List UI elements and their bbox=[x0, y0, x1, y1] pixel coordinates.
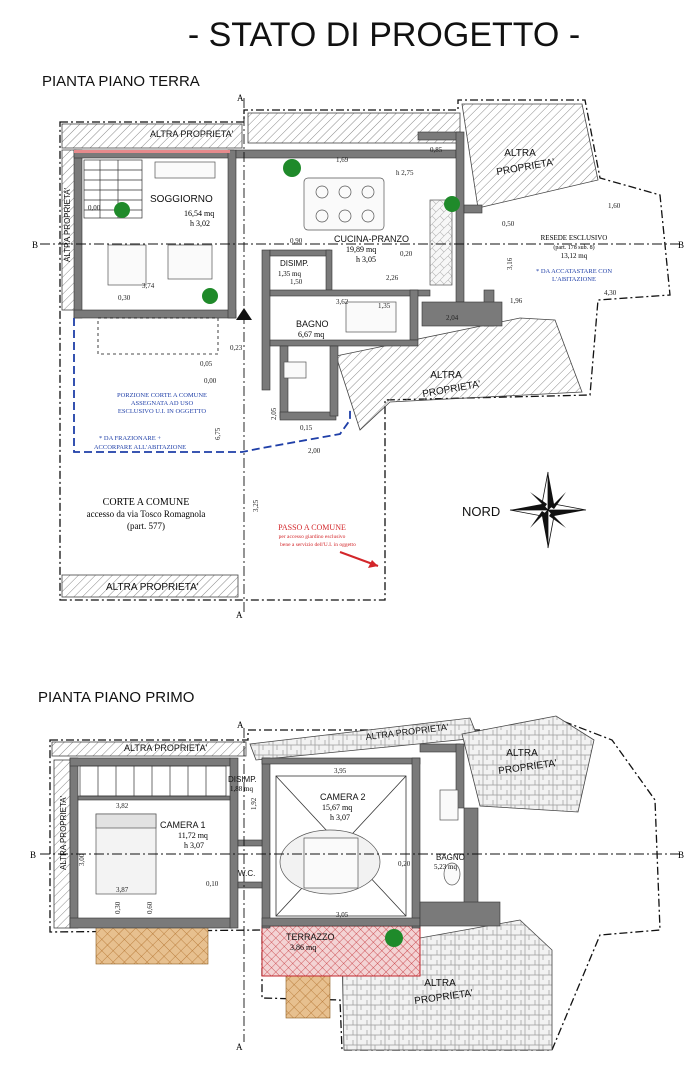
portion-note-1: PORZIONE CORTE A COMUNE bbox=[116, 392, 208, 399]
room-camera-1: CAMERA 1 bbox=[160, 820, 206, 830]
section-mark-a-top: A bbox=[237, 93, 244, 103]
corte-line3: (part. 577) bbox=[127, 521, 165, 531]
first-floor-heading: PIANTA PIANO PRIMO bbox=[38, 689, 195, 706]
portion-note-3: ESCLUSIVO U.I. IN OGGETTO bbox=[117, 408, 207, 415]
dim-label: 3,62 bbox=[336, 298, 349, 306]
dim-label: 2,00 bbox=[308, 447, 321, 455]
corte-title: CORTE A COMUNE bbox=[102, 497, 190, 508]
label-other-top-right-2: PROPRIETA' bbox=[495, 157, 556, 179]
label-other-top-right-1: ALTRA bbox=[504, 148, 536, 159]
dim-label: 0,10 bbox=[206, 880, 219, 888]
dim-label: 0,05 bbox=[200, 360, 213, 368]
ff-section-mark-b-left: B bbox=[30, 850, 37, 860]
dim-label: 3,87 bbox=[116, 886, 129, 894]
tile-patch-bottom bbox=[286, 972, 330, 1018]
dim-label: 3,00 bbox=[78, 853, 86, 866]
room-soggiorno-height: h 3,02 bbox=[190, 219, 210, 228]
dim-label: 1,96 bbox=[510, 297, 523, 305]
resede-part: (part. 178 sub. 8) bbox=[553, 245, 595, 251]
section-mark-a-bottom: A bbox=[236, 610, 243, 620]
dim-label: 3,16 bbox=[506, 257, 514, 270]
dim-label: 3,74 bbox=[142, 282, 155, 290]
room-terrazzo: TERRAZZO bbox=[286, 932, 335, 942]
resede-note-1: * DA ACCATASTARE CON bbox=[535, 268, 613, 275]
room-disimp-area: 1,35 mq bbox=[278, 270, 301, 278]
label-other-middle-2: PROPRIETA' bbox=[421, 379, 482, 401]
resede-area: 13,12 mq bbox=[560, 252, 588, 260]
dim-label: 1,92 bbox=[250, 797, 258, 810]
dim-label: 0,90 bbox=[290, 237, 303, 245]
section-mark-b-left: B bbox=[32, 240, 39, 250]
access-arrowhead-icon bbox=[368, 560, 378, 568]
room-bagno: BAGNO bbox=[296, 319, 329, 329]
first-floor-furniture bbox=[96, 790, 460, 894]
first-floor-stairs bbox=[80, 766, 226, 796]
dim-label: 1,50 bbox=[290, 278, 303, 286]
resede-note-2: L'ABITAZIONE bbox=[552, 276, 596, 283]
room-wc: W.C. bbox=[238, 869, 256, 878]
resede-name: RESEDE ESCLUSIVO bbox=[540, 234, 608, 242]
dim-label: 0,15 bbox=[300, 424, 313, 432]
passo-line3: bene a servizio dell'U.I. in oggetto bbox=[280, 542, 356, 548]
dim-label: 1,69 bbox=[336, 156, 349, 164]
label-ff-other-bottom-2: PROPRIETA' bbox=[413, 987, 474, 1008]
room-camera-2-height: h 3,07 bbox=[330, 813, 350, 822]
room-ff-bagno: BAGNO bbox=[436, 853, 465, 862]
dim-label: 0,30 bbox=[114, 901, 122, 914]
first-floor-plan bbox=[40, 716, 680, 1050]
label-ff-other-top: ALTRA PROPRIETA' bbox=[365, 721, 450, 742]
room-camera-2-area: 15,67 mq bbox=[322, 803, 353, 812]
dim-label: 3,25 bbox=[252, 499, 260, 512]
room-camera-2: CAMERA 2 bbox=[320, 792, 366, 802]
ff-section-mark-b-right: B bbox=[678, 850, 685, 860]
north-label: NORD bbox=[462, 504, 501, 519]
room-cucina-height: h 3,05 bbox=[356, 255, 376, 264]
dim-label: 3,05 bbox=[336, 911, 349, 919]
ff-section-mark-a-top: A bbox=[237, 720, 244, 730]
room-cucina: CUCINA-PRANZO bbox=[334, 234, 410, 244]
dim-label: 0,85 bbox=[430, 146, 443, 154]
split-note-1: * DA FRAZIONARE + bbox=[99, 435, 161, 442]
label-ff-other-bottom-1: ALTRA bbox=[424, 978, 456, 989]
room-ff-disimp-area: 1,88 mq bbox=[230, 785, 253, 793]
room-soggiorno-area: 16,54 mq bbox=[184, 209, 215, 218]
dim-label: 1,60 bbox=[608, 202, 621, 210]
page-title: - STATO DI PROGETTO - bbox=[187, 16, 581, 54]
ff-section-mark-a-bottom: A bbox=[236, 1042, 243, 1052]
label-other-property-top: ALTRA PROPRIETA' bbox=[150, 129, 234, 139]
label-other-middle-1: ALTRA bbox=[430, 370, 462, 381]
corte-line2: accesso da via Tosco Romagnola bbox=[86, 509, 206, 519]
label-ff-other-top-right-1: ALTRA bbox=[506, 748, 538, 759]
room-cucina-area: 19,89 mq bbox=[346, 245, 377, 254]
red-highlight-wall bbox=[74, 150, 230, 153]
dim-label: 6,75 bbox=[214, 427, 222, 440]
dim-label: 0,20 bbox=[398, 860, 411, 868]
room-terrazzo-area: 3,86 mq bbox=[290, 943, 317, 952]
dim-label: 0,00 bbox=[88, 204, 101, 212]
plant-icon-terrace bbox=[385, 929, 403, 947]
dim-label: 3,95 bbox=[334, 767, 347, 775]
dim-label: 3,82 bbox=[116, 802, 129, 810]
room-camera-1-height: h 3,07 bbox=[184, 841, 204, 850]
dim-label: 0,23 bbox=[230, 344, 243, 352]
portion-note-2: ASSEGNATA AD USO bbox=[130, 400, 194, 407]
dim-label: 2,26 bbox=[386, 274, 399, 282]
room-camera-1-area: 11,72 mq bbox=[178, 831, 208, 840]
tile-patch-left bbox=[96, 926, 208, 964]
plant-icons bbox=[114, 159, 460, 304]
ground-floor-heading: PIANTA PIANO TERRA bbox=[42, 73, 200, 90]
dim-label: 0,20 bbox=[400, 250, 413, 258]
dim-label: 2,04 bbox=[446, 314, 459, 322]
dim-label: 2,05 bbox=[270, 407, 278, 420]
dim-label: 0,60 bbox=[146, 901, 154, 914]
passo-title: PASSO A COMUNE bbox=[278, 523, 346, 532]
label-other-property-bottom: ALTRA PROPRIETA' bbox=[106, 582, 199, 593]
passo-line2: per accesso giardino esclusivo bbox=[278, 534, 346, 540]
dim-label: 0,30 bbox=[118, 294, 131, 302]
label-ff-other-left: ALTRA PROPRIETA' bbox=[59, 795, 68, 870]
ground-floor-plan bbox=[40, 98, 680, 612]
split-note-2: ACCORPARE ALL'ABITAZIONE bbox=[93, 444, 187, 451]
shared-portion-box bbox=[98, 318, 218, 354]
room-soggiorno: SOGGIORNO bbox=[150, 194, 213, 205]
label-ff-other-top-left: ALTRA PROPRIETA' bbox=[124, 743, 208, 753]
entrance-arrow-icon bbox=[236, 308, 252, 320]
dim-label: h 2,75 bbox=[396, 169, 414, 177]
label-ff-other-top-right-2: PROPRIETA' bbox=[497, 757, 558, 778]
label-other-left: ALTRA PROPRIETA' bbox=[63, 187, 72, 262]
north-compass-icon bbox=[510, 472, 586, 548]
room-disimp: DISIMP. bbox=[280, 259, 309, 268]
section-mark-b-right: B bbox=[678, 240, 685, 250]
room-ff-disimp: DISIMP. bbox=[228, 775, 257, 784]
dim-label: 0,00 bbox=[204, 377, 217, 385]
room-ff-bagno-area: 5,23 mq bbox=[434, 863, 457, 871]
dim-label: 0,50 bbox=[502, 220, 515, 228]
dim-label: 1,35 bbox=[378, 302, 391, 310]
dim-label: 4,30 bbox=[604, 289, 617, 297]
room-bagno-area: 6,67 mq bbox=[298, 330, 325, 339]
